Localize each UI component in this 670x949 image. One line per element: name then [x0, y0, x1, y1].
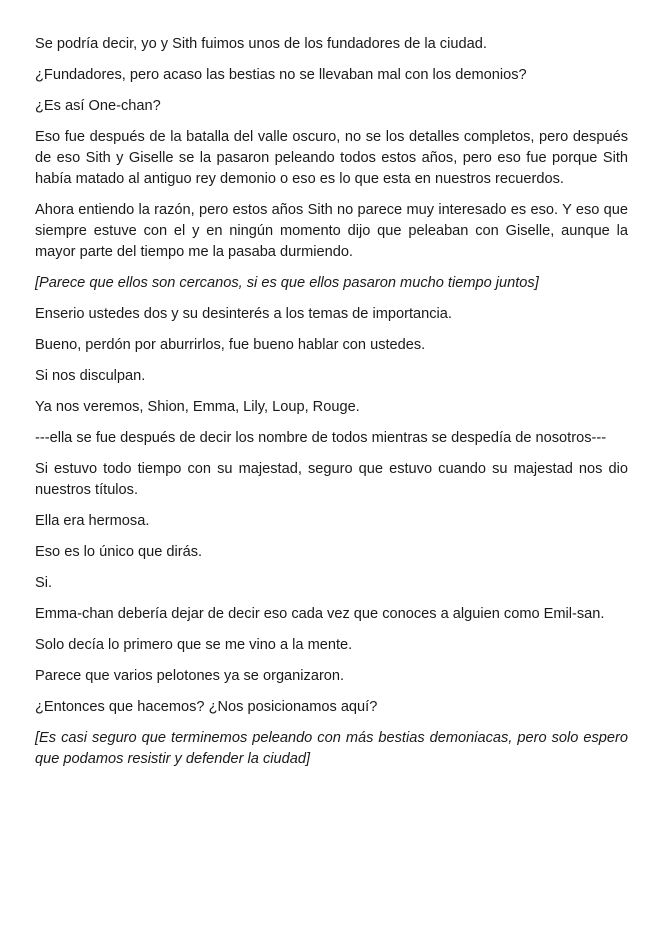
- paragraph: Eso es lo único que dirás.: [35, 544, 203, 560]
- paragraph: Se podría decir, yo y Sith fuimos unos de los fundadores de la ciudad.: [35, 36, 487, 52]
- thought-paragraph: [Es casi seguro que terminemos peleando con más bestias demoniacas, pero solo espero que podamos resistir y defender la ciudad]: [35, 730, 628, 767]
- paragraph: Si.: [35, 575, 53, 591]
- paragraph: Ella era hermosa.: [35, 513, 150, 529]
- paragraph: Parece que varios pelotones ya se organizaron.: [35, 668, 345, 684]
- paragraph: ¿Es así One-chan?: [35, 98, 161, 114]
- paragraph: Solo decía lo primero que se me vino a la mente.: [35, 637, 353, 653]
- paragraph: Si nos disculpan.: [35, 368, 146, 384]
- paragraph: Ahora entiendo la razón, pero estos años Sith no parece muy interesado es eso. Y eso que siempre estuve con el y en ningún momento dijo que peleaban con Giselle, aunque la mayor parte del tiempo me la pasaba durmiendo.: [35, 202, 628, 260]
- paragraph: Bueno, perdón por aburrirlos, fue bueno hablar con ustedes.: [35, 337, 426, 353]
- paragraph: Ya nos veremos, Shion, Emma, Lily, Loup, Rouge.: [35, 399, 360, 415]
- document-page: [35, 34, 628, 780]
- paragraph: ¿Fundadores, pero acaso las bestias no se llevaban mal con los demonios?: [35, 67, 527, 83]
- paragraph: Si estuvo todo tiempo con su majestad, seguro que estuvo cuando su majestad nos dio nuestros títulos.: [35, 461, 628, 498]
- thought-paragraph: [Parece que ellos son cercanos, si es que ellos pasaron mucho tiempo juntos]: [35, 275, 539, 291]
- paragraph: ---ella se fue después de decir los nombre de todos mientras se despedía de nosotros---: [35, 430, 607, 446]
- paragraph: Eso fue después de la batalla del valle oscuro, no se los detalles completos, pero después de eso Sith y Giselle se la pasaron peleando todos estos años, pero eso fue porque Sith había matado al antiguo rey demonio o eso es lo que esta en nuestros recuerdos.: [35, 129, 628, 187]
- paragraph: Enserio ustedes dos y su desinterés a los temas de importancia.: [35, 306, 452, 322]
- paragraph: Emma-chan debería dejar de decir eso cada vez que conoces a alguien como Emil-san.: [35, 606, 605, 622]
- paragraph: ¿Entonces que hacemos? ¿Nos posicionamos aquí?: [35, 699, 378, 715]
